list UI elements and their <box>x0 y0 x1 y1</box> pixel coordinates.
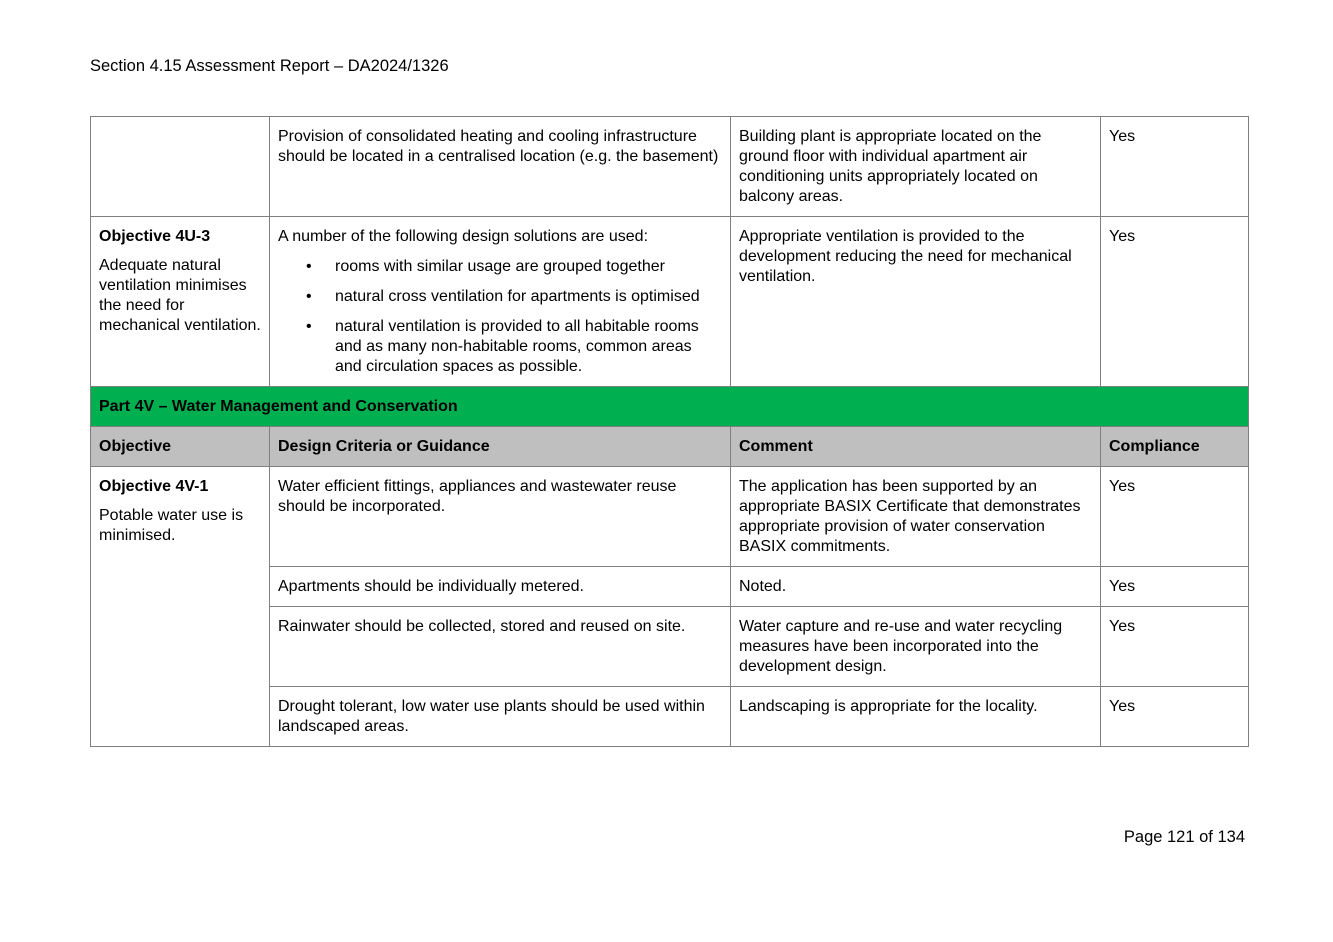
criteria-cell: Drought tolerant, low water use plants should be used within landscaped areas. <box>270 687 731 747</box>
section-heading: Part 4V – Water Management and Conservation <box>91 387 1249 427</box>
column-header-criteria: Design Criteria or Guidance <box>270 427 731 467</box>
page-header: Section 4.15 Assessment Report – DA2024/1326 <box>90 57 449 75</box>
column-header-row <box>91 427 1249 467</box>
assessment-table <box>90 116 1249 747</box>
comment-cell: Appropriate ventilation is provided to the development reducing the need for mechanical ventilation. <box>731 217 1101 387</box>
criteria-cell: Water efficient fittings, appliances and wastewater reuse should be incorporated. <box>270 467 731 567</box>
table-row <box>91 467 1249 567</box>
comment-cell: Water capture and re-use and water recycling measures have been incorporated into the development design. <box>731 607 1101 687</box>
column-header-objective: Objective <box>91 427 270 467</box>
compliance-cell: Yes <box>1101 217 1249 387</box>
objective-title: Objective 4V-1 <box>99 478 209 495</box>
objective-description: Potable water use is minimised. <box>99 507 244 544</box>
page-number: Page 121 of 134 <box>1123 828 1245 846</box>
objective-description: Adequate natural ventilation minimises the need for mechanical ventilation. <box>99 257 261 334</box>
compliance-cell: Yes <box>1101 607 1249 687</box>
criteria-bullet-list <box>278 257 722 377</box>
comment-cell: Landscaping is appropriate for the locality. <box>731 687 1101 747</box>
comment-cell: The application has been supported by an appropriate BASIX Certificate that demonstrates appropriate provision of water conservation BASIX commitments. <box>731 467 1101 567</box>
criteria-cell: Apartments should be individually metered. <box>270 567 731 607</box>
criteria-intro: A number of the following design solutions are used: <box>278 228 649 245</box>
objective-cell <box>91 467 270 747</box>
table-row <box>91 217 1249 387</box>
section-heading-row <box>91 387 1249 427</box>
compliance-cell: Yes <box>1101 567 1249 607</box>
comment-cell: Building plant is appropriate located on the ground floor with individual apartment air conditioning units appropriately located on balcony areas. <box>731 117 1101 217</box>
objective-cell-empty <box>91 117 270 217</box>
objective-cell <box>91 217 270 387</box>
list-item: • natural ventilation is provided to all habitable rooms and as many non-habitable rooms, common areas and circulation spaces as possible. <box>335 317 722 377</box>
column-header-compliance: Compliance <box>1101 427 1249 467</box>
objective-title: Objective 4U-3 <box>99 228 211 245</box>
column-header-comment: Comment <box>731 427 1101 467</box>
criteria-cell: Rainwater should be collected, stored and reused on site. <box>270 607 731 687</box>
compliance-cell: Yes <box>1101 687 1249 747</box>
compliance-cell: Yes <box>1101 117 1249 217</box>
table-row <box>91 117 1249 217</box>
criteria-cell <box>270 217 731 387</box>
compliance-cell: Yes <box>1101 467 1249 567</box>
list-item: • natural cross ventilation for apartments is optimised <box>335 287 722 307</box>
list-item: • rooms with similar usage are grouped together <box>335 257 722 277</box>
comment-cell: Noted. <box>731 567 1101 607</box>
criteria-cell: Provision of consolidated heating and cooling infrastructure should be located in a centralised location (e.g. the basement) <box>270 117 731 217</box>
